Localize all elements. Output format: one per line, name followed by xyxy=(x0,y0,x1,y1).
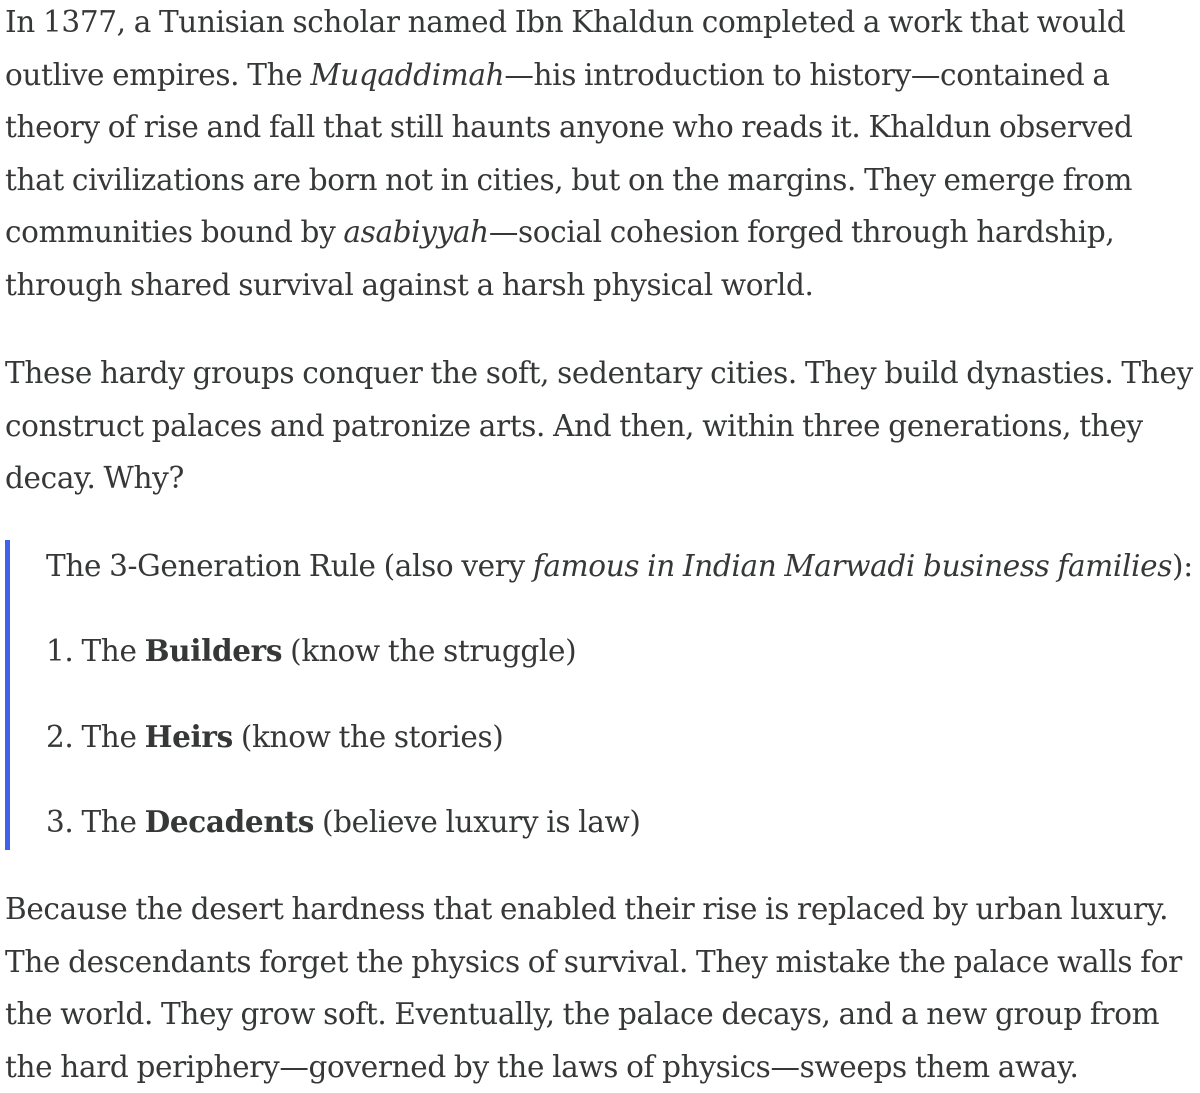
quote-item-description: (believe luxury is law) xyxy=(313,805,641,839)
quote-intro-emphasis: famous in Indian Marwadi business families xyxy=(532,549,1173,583)
p1-text-c: —social cohesion forged through hardship, through shared survival against a harsh physical world. xyxy=(5,215,1115,302)
quote-item-term: Builders xyxy=(144,633,283,668)
quote-item-term: Decadents xyxy=(144,804,314,839)
muqaddimah-title: Muqaddimah xyxy=(310,57,505,92)
paragraph-conclusion: Because the desert hardness that enabled their rise is replaced by urban luxury. The descendants forget the physics of survival. They mistake the palace walls for the world. They grow soft. Eventually, the palace decays, and a new group from the hard periphery—governed by the laws of physics—sweeps them away. xyxy=(5,892,1182,1084)
quote-intro xyxy=(46,540,1193,592)
quote-item-term: Heirs xyxy=(144,719,233,754)
quote-item-builders xyxy=(46,625,576,677)
quote-intro-text-a: The 3-Generation Rule (also very xyxy=(46,549,533,583)
quote-item-prefix: 3. The xyxy=(46,805,145,839)
paragraph-decay: These hardy groups conquer the soft, sedentary cities. They build dynasties. They construct palaces and patronize arts. And then, within three generations, they decay. Why? xyxy=(5,356,1193,495)
asabiyyah-term: asabiyyah xyxy=(343,215,489,249)
quote-item-prefix: 2. The xyxy=(46,720,145,754)
quote-item-prefix: 1. The xyxy=(46,634,145,668)
blockquote-three-generation-rule xyxy=(5,540,1193,850)
p1-text-b: —his introduction to history—contained a theory of rise and fall that still haunts anyone who reads it. Khaldun observed that civilizations are born not in cities, but on the margins. They emerge from communities bound by xyxy=(5,57,1133,249)
quote-intro-text-b: ): xyxy=(1172,549,1193,583)
quote-item-heirs xyxy=(46,711,503,763)
p1-text-a: In 1377, a Tunisian scholar named Ibn Khaldun completed a work that would outlive empires. The xyxy=(5,5,1126,92)
quote-item-description: (know the struggle) xyxy=(282,634,577,668)
quote-item-description: (know the stories) xyxy=(232,720,504,754)
quote-item-decadents xyxy=(46,796,641,848)
paragraph-ibn-khaldun xyxy=(5,0,1197,311)
